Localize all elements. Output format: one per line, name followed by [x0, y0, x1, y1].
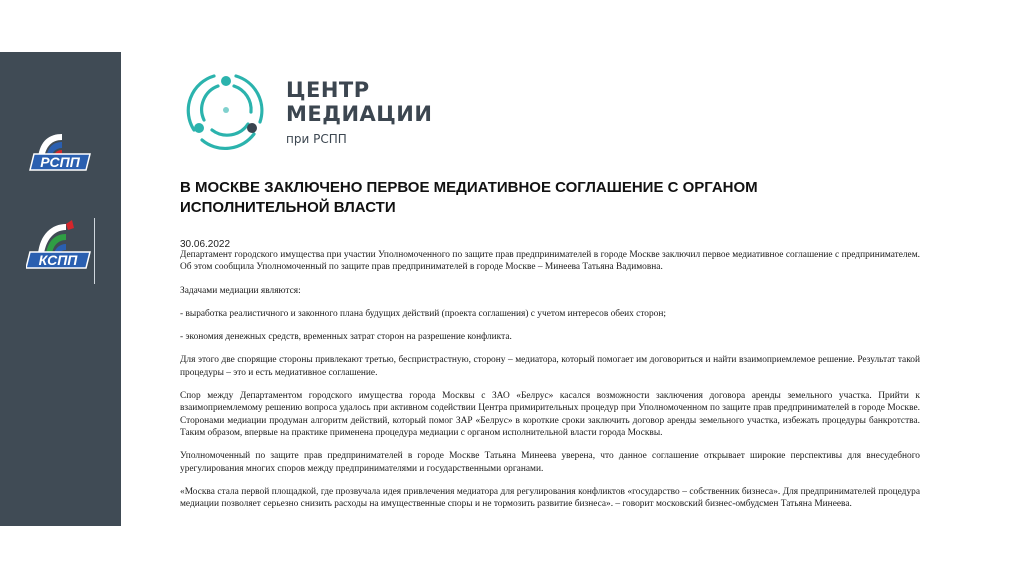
brand-subtitle: при РСПП: [286, 132, 347, 146]
kspp-flag-icon: [26, 218, 92, 284]
brand-title-line1: ЦЕНТР: [286, 78, 370, 102]
article-date: 30.06.2022: [180, 239, 231, 250]
paragraph: Спор между Департаментом городского имущества города Москвы с ЗАО «Белрус» касался возможности заключения договора аренды земельного участка. Прийти к взаимоприемлемому решению вопроса удалось при активном содействии Центра примирительных процедур при Уполномоченном по защите прав предпринимателей в городе Москве. Сторонами медиации продуман алгоритм действий, который помог ЗАР «Белрус» в короткие сроки заключить договор аренды земельного участка, избежать процедуры банкротства. Таким образом, впервые на практике применена процедура медиации с органом исполнительной власти города Москвы.: [180, 391, 920, 438]
paragraph: «Москва стала первой площадкой, где прозвучала идея привлечения медиатора для регулирования конфликтов «государство – собственник бизнеса». Для предпринимателей процедура медиации позволяет серьезно снизить расходы на имущественные споры и не тормозить развитие бизнеса». – говорит московский бизнес-омбудсмен Татьяна Минеева.: [180, 486, 920, 510]
rspp-logo-text: РСПП: [40, 154, 80, 170]
brand-title-line2: МЕДИАЦИИ: [286, 102, 433, 126]
paragraph: - экономия денежных средств, временных затрат сторон на разрешение конфликта.: [180, 332, 512, 343]
mediation-center-brand: [184, 68, 444, 158]
paragraph: Задачами медиации являются:: [180, 285, 301, 296]
paragraph: - выработка реалистичного и законного плана будущих действий (проекта соглашения) с учетом интересов обеих сторон;: [180, 308, 666, 319]
rspp-flag-icon: [28, 130, 94, 176]
left-sidebar-panel: [0, 52, 121, 526]
paragraph: Уполномоченный по защите прав предпринимателей в городе Москве Татьяна Минеева уверена, что данное соглашение открывает широкие перспективы для внесудебного урегулирования многих споров между предпринимателями и государственными органами.: [180, 451, 920, 474]
mediation-center-ring-icon: [184, 68, 268, 152]
article-title: В МОСКВЕ ЗАКЛЮЧЕНО ПЕРВОЕ МЕДИАТИВНОЕ СОГЛАШЕНИЕ С ОРГАНОМ ИСПОЛНИТЕЛЬНОЙ ВЛАСТИ: [180, 179, 758, 216]
article-body: [180, 249, 920, 521]
logo-divider: [94, 218, 95, 284]
paragraph: Для этого две спорящие стороны привлекают третью, беспристрастную, сторону – медиатора, который помогает им договориться и найти взаимоприемлемое решение. Результат такой процедуры – это и есть медиативное соглашение.: [180, 355, 920, 378]
kspp-logo-text: КСПП: [38, 252, 78, 268]
paragraph: Департамент городского имущества при участии Уполномоченного по защите прав предпринимателей в городе Москве заключил первое медиативное соглашение с предпринимателем. Об этом сообщила Уполномоченный по защите прав предпринимателей в городе Москве – Минеева Татьяна Вадимовна.: [180, 250, 920, 273]
kspp-logo: [26, 218, 98, 284]
rspp-logo: [28, 130, 94, 176]
